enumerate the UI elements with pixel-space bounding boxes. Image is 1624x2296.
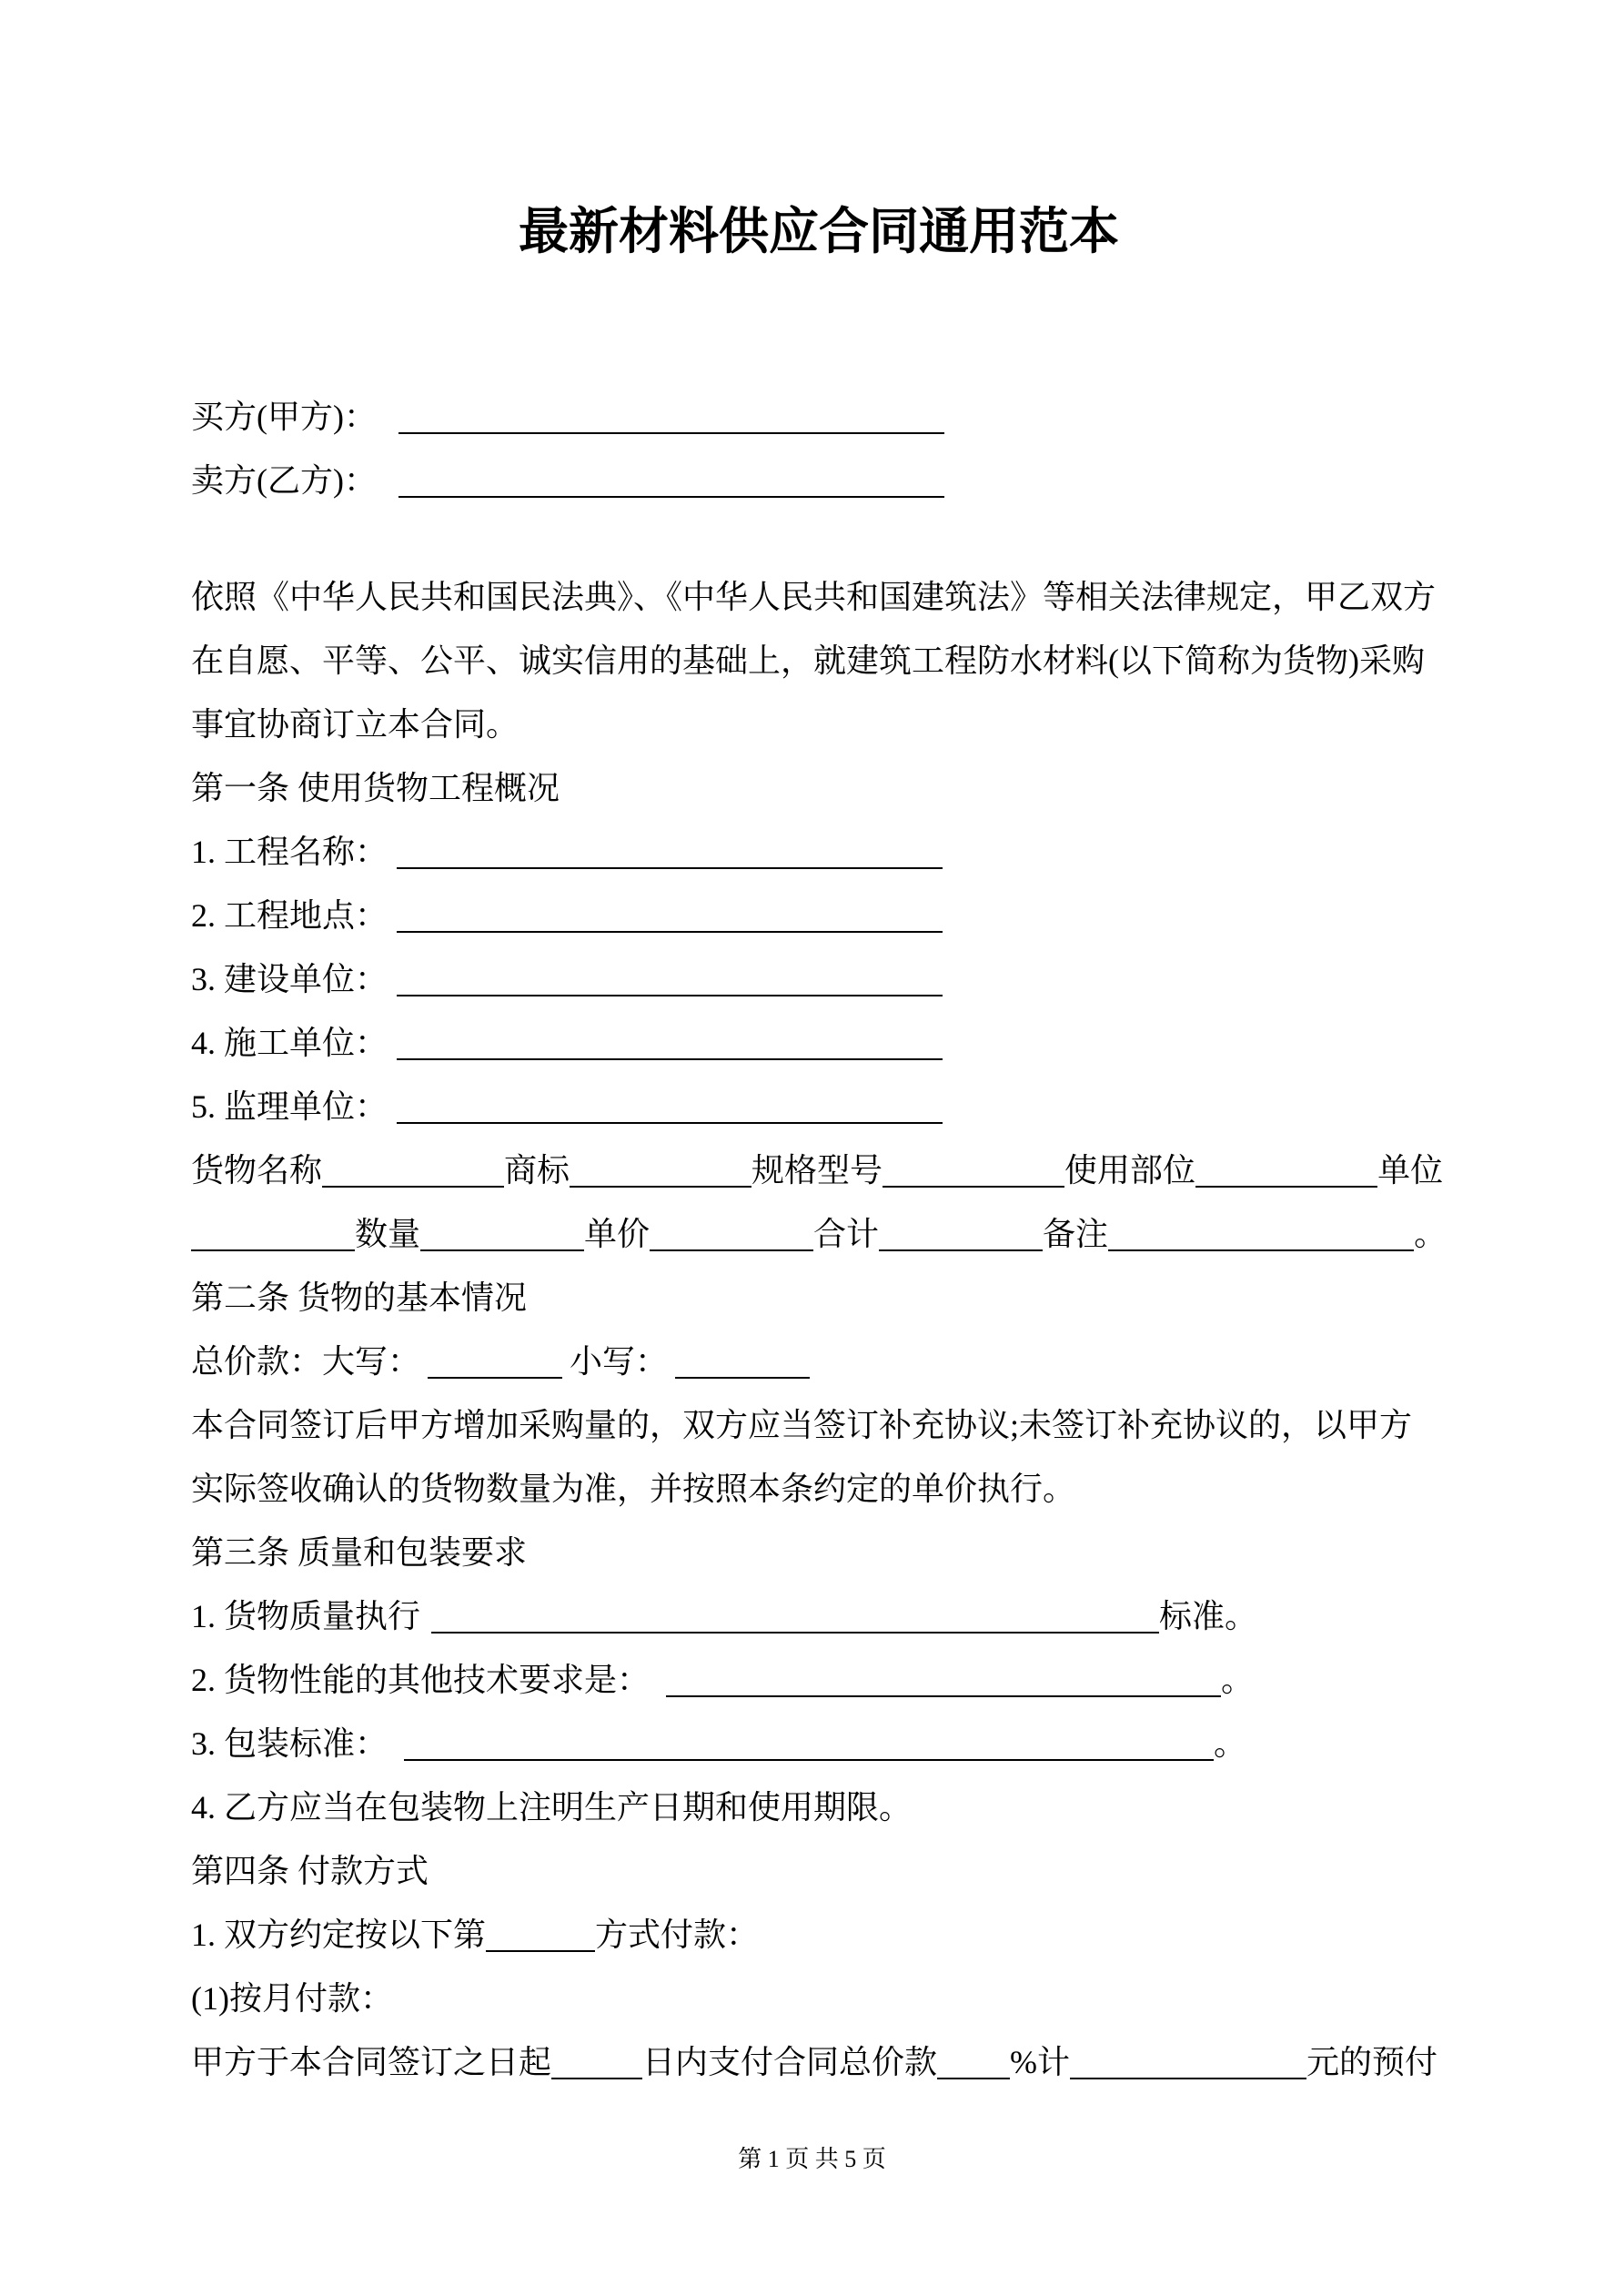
goods-line-period: 。 xyxy=(1414,1216,1447,1252)
article2-heading: 第二条 货物的基本情况 xyxy=(191,1279,528,1316)
supervisor-unit-line xyxy=(191,1075,1447,1138)
buyer-label: 买方(甲方)： xyxy=(191,399,377,435)
payment-method-pre: 1. 双方约定按以下第 xyxy=(191,1917,487,1953)
total-label: 合计 xyxy=(813,1216,880,1252)
page-footer: 第 1 页 共 5 页 xyxy=(738,2146,886,2172)
goods-header-line-1 xyxy=(191,1138,1447,1202)
project-name-blank xyxy=(397,867,943,869)
article2-para-line-1: 本合同签订后甲方增加采购量的，双方应当签订补充协议;未签订补充协议的，以甲方 xyxy=(191,1407,1413,1443)
project-site-blank xyxy=(397,931,943,933)
seller-label: 卖方(乙方)： xyxy=(191,462,377,499)
intro-line-3: 事宜协商订立本合同。 xyxy=(191,706,519,743)
unit-price-blank xyxy=(650,1249,813,1251)
quantity-label: 数量 xyxy=(355,1216,421,1252)
buyer-blank xyxy=(398,432,944,434)
tech-requirement-pre: 2. 货物性能的其他技术要求是： xyxy=(191,1662,651,1698)
quality-standard-line xyxy=(191,1584,1447,1648)
tech-requirement-blank xyxy=(666,1695,1221,1697)
prepayment-pre: 甲方于本合同签订之日起 xyxy=(191,2044,552,2080)
tech-requirement-post: 。 xyxy=(1221,1662,1255,1698)
payment-method-blank xyxy=(486,1950,595,1952)
date-marking-line: 4. 乙方应当在包装物上注明生产日期和使用期限。 xyxy=(191,1789,913,1826)
prepayment-amount-blank xyxy=(1070,2078,1306,2079)
construction-unit-blank xyxy=(397,995,943,996)
unit-label: 单位 xyxy=(1377,1152,1444,1188)
intro-line-1: 依照《中华人民共和国民法典》、《中华人民共和国建筑法》等相关法律规定，甲乙双方 xyxy=(191,579,1437,615)
lowercase-label: 小写： xyxy=(570,1343,669,1380)
seller-blank xyxy=(398,496,944,498)
quantity-blank xyxy=(420,1249,584,1251)
total-price-line xyxy=(191,1330,1447,1393)
spec-blank xyxy=(883,1186,1064,1188)
tech-requirement-line xyxy=(191,1648,1447,1712)
goods-name-blank xyxy=(322,1186,504,1188)
supervisor-unit-label: 5. 监理单位： xyxy=(191,1088,388,1125)
intro-line-2: 在自愿、平等、公平、诚实信用的基础上，就建筑工程防水材料(以下简称为货物)采购 xyxy=(191,642,1425,679)
quality-standard-blank xyxy=(431,1632,1159,1633)
packing-standard-line xyxy=(191,1712,1447,1775)
page-content xyxy=(191,0,1447,2094)
buyer-line xyxy=(191,385,1447,449)
total-price-label: 总价款：大写： xyxy=(191,1343,421,1380)
prepayment-line xyxy=(191,2030,1447,2094)
packing-standard-blank xyxy=(404,1759,1214,1761)
spec-label: 规格型号 xyxy=(751,1152,883,1188)
prepayment-post: 元的预付 xyxy=(1306,2044,1438,2080)
unit-blank xyxy=(191,1249,355,1251)
uppercase-amount-blank xyxy=(428,1377,562,1379)
project-name-line xyxy=(191,820,1447,884)
use-part-label: 使用部位 xyxy=(1064,1152,1196,1188)
prepayment-mid1: 日内支付合同总价款 xyxy=(642,2044,938,2080)
quality-standard-pre: 1. 货物质量执行 xyxy=(191,1598,421,1634)
total-blank xyxy=(879,1249,1043,1251)
prepayment-days-blank xyxy=(551,2078,642,2079)
payment-method-post: 方式付款： xyxy=(595,1917,760,1953)
article3-heading: 第三条 质量和包装要求 xyxy=(191,1534,528,1571)
document-title: 最新材料供应合同通用范本 xyxy=(518,204,1119,259)
prepayment-percent-blank xyxy=(937,2078,1010,2079)
article4-heading: 第四条 付款方式 xyxy=(191,1853,429,1889)
quality-standard-post: 标准。 xyxy=(1159,1598,1258,1634)
packing-standard-post: 。 xyxy=(1214,1725,1247,1762)
article1-heading: 第一条 使用货物工程概况 xyxy=(191,770,560,806)
project-name-label: 1. 工程名称： xyxy=(191,834,388,870)
prepayment-mid2: %计 xyxy=(1010,2044,1071,2080)
project-site-line xyxy=(191,884,1447,947)
unit-price-label: 单价 xyxy=(584,1216,651,1252)
goods-header-line-2 xyxy=(191,1202,1447,1266)
lowercase-amount-blank xyxy=(675,1377,810,1379)
brand-blank xyxy=(570,1186,751,1188)
brand-label: 商标 xyxy=(504,1152,570,1188)
construction-unit-label: 3. 建设单位： xyxy=(191,961,388,997)
monthly-payment-line: (1)按月付款： xyxy=(191,1980,393,2017)
packing-standard-pre: 3. 包装标准： xyxy=(191,1725,388,1762)
construction-unit-line xyxy=(191,947,1447,1011)
builder-unit-label: 4. 施工单位： xyxy=(191,1025,388,1061)
builder-unit-blank xyxy=(397,1058,943,1060)
remark-blank xyxy=(1108,1249,1414,1251)
article2-para-line-2: 实际签收确认的货物数量为准，并按照本条约定的单价执行。 xyxy=(191,1471,1076,1507)
remark-label: 备注 xyxy=(1043,1216,1109,1252)
project-site-label: 2. 工程地点： xyxy=(191,897,388,934)
payment-method-line xyxy=(191,1903,1447,1967)
seller-line xyxy=(191,449,1447,512)
goods-name-label: 货物名称 xyxy=(191,1152,323,1188)
supervisor-unit-blank xyxy=(397,1122,943,1124)
builder-unit-line xyxy=(191,1011,1447,1075)
use-part-blank xyxy=(1195,1186,1377,1188)
